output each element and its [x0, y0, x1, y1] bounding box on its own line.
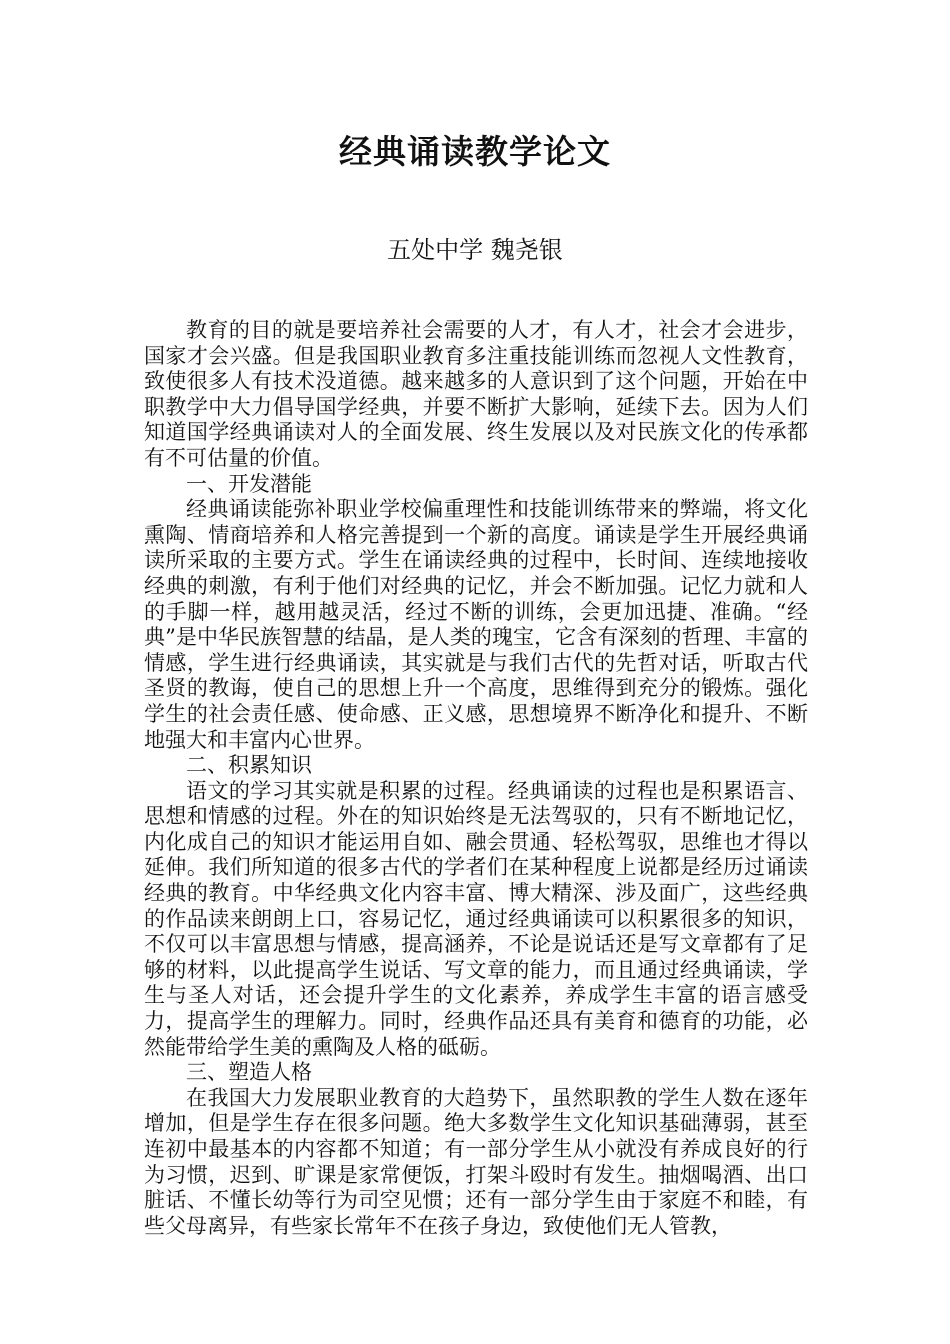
section-paragraph: 语文的学习其实就是积累的过程。经典诵读的过程也是积累语言、思想和情感的过程。外在的知识始终是无法驾驭的，只有不断地记忆，内化成自己的知识才能运用自如、融会贯通、轻松驾驭，思维也才得以延伸。我们所知道的很多古代的学者们在某种程度上说都是经历过诵读经典的教育。中华经典文化内容丰富、博大精深、涉及面广，这些经典的作品读来朗朗上口，容易记忆，通过经典诵读可以积累很多的知识，不仅可以丰富思想与情感，提高涵养，不论是说话还是写文章都有了足够的材料，以此提高学生说话、写文章的能力，而且通过经典诵读，学生与圣人对话，还会提升学生的文化素养，养成学生丰富的语言感受力，提高学生的理解力。同时，经典作品还具有美育和德育的功能，必然能带给学生美的熏陶及人格的砥砺。 [144, 778, 808, 1059]
section-paragraph: 在我国大力发展职业教育的大趋势下，虽然职教的学生人数在逐年增加，但是学生存在很多问题。绝大多数学生文化知识基础薄弱，甚至连初中最基本的内容都不知道；有一部分学生从小就没有养成良好的行为习惯，迟到、旷课是家常便饭，打架斗殴时有发生。抽烟喝酒、出口脏话、不懂长幼等行为司空见惯；还有一部分学生由于家庭不和睦，有些父母离异，有些家长常年不在孩子身边，致使他们无人管教， [144, 1085, 808, 1238]
document-author: 五处中学 魏尧银 [387, 236, 563, 264]
intro-paragraph: 教育的目的就是要培养社会需要的人才，有人才，社会才会进步，国家才会兴盛。但是我国职业教育多注重技能训练而忽视人文性教育，致使很多人有技术没道德。越来越多的人意识到了这个问题，开始在中职教学中大力倡导国学经典，并要不断扩大影响，延续下去。因为人们知道国学经典诵读对人的全面发展、终生发展以及对民族文化的传承都有不可估量的价值。 [144, 318, 808, 470]
section-heading: 三、塑造人格 [186, 1060, 312, 1085]
document-body [144, 318, 808, 1239]
section-heading: 二、积累知识 [186, 753, 312, 778]
document-title: 经典诵读教学论文 [339, 132, 611, 171]
section-paragraph: 经典诵读能弥补职业学校偏重理性和技能训练带来的弊端，将文化熏陶、情商培养和人格完善提到一个新的高度。诵读是学生开展经典诵读所采取的主要方式。学生在诵读经典的过程中，长时间、连续地接收经典的刺激，有利于他们对经典的记忆，并会不断加强。记忆力就和人的手脚一样，越用越灵活，经过不断的训练，会更加迅捷、准确。“经典”是中华民族智慧的结晶，是人类的瑰宝，它含有深刻的哲理、丰富的情感，学生进行经典诵读，其实就是与我们古代的先哲对话，听取古代圣贤的教诲，使自己的思想上升一个高度，思维得到充分的锻炼。强化学生的社会责任感、使命感、正义感，思想境界不断净化和提升、不断地强大和丰富内心世界。 [144, 497, 808, 752]
section-heading: 一、开发潜能 [186, 471, 312, 496]
